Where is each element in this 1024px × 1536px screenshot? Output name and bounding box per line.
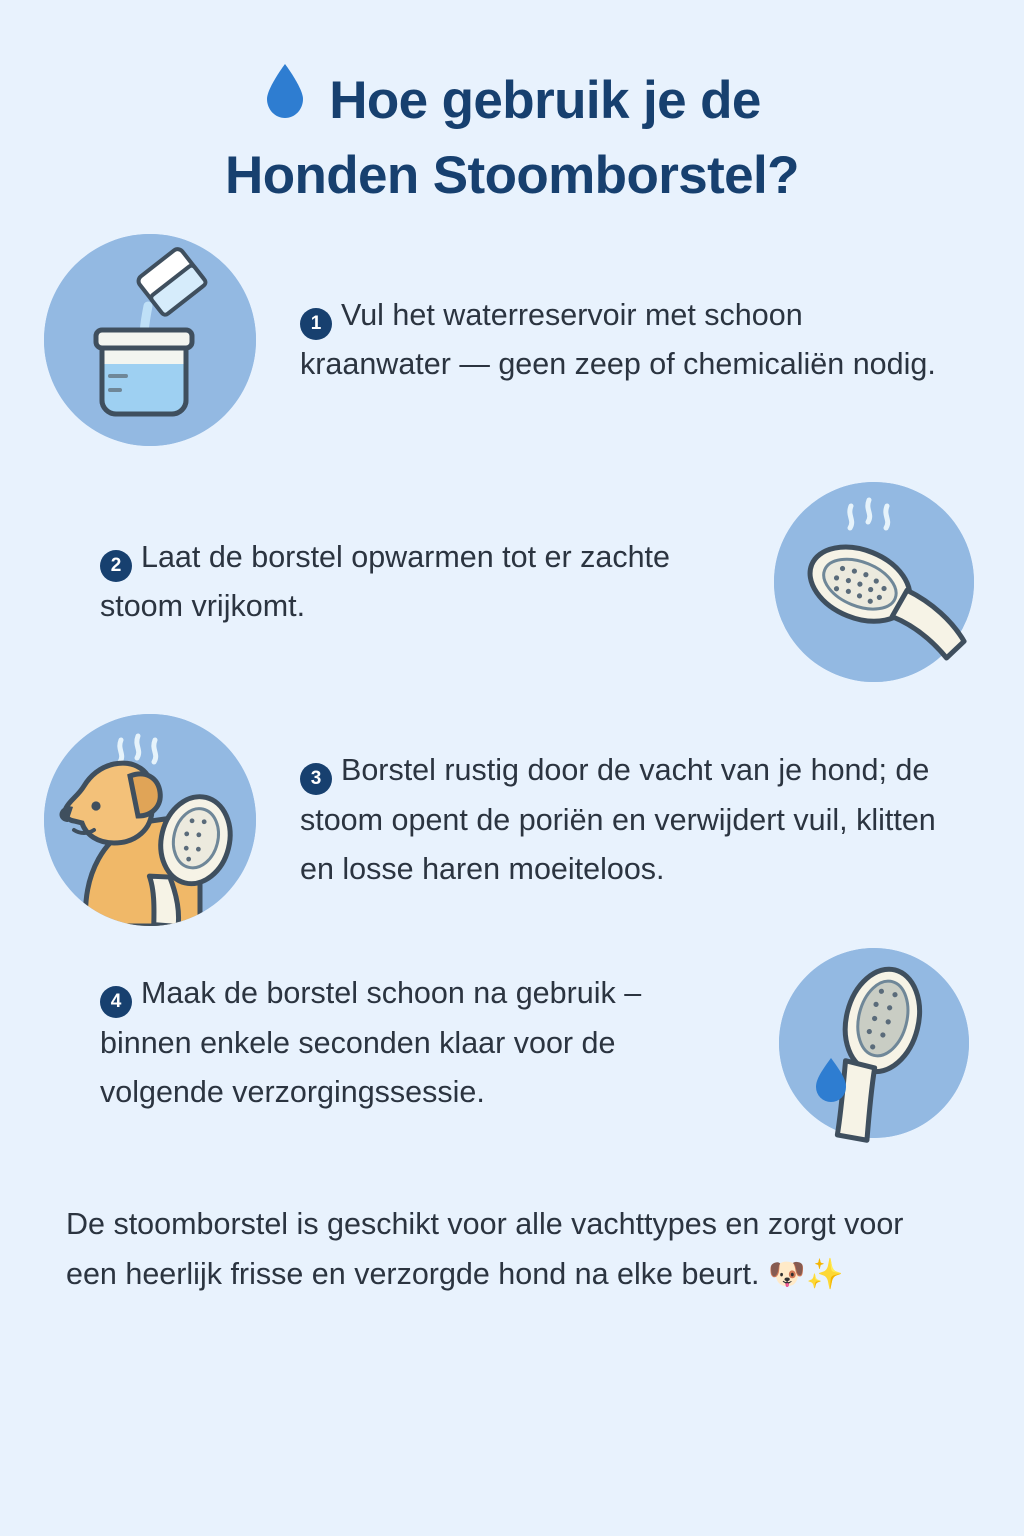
footer-text: De stoomborstel is geschikt voor alle vachttypes en zorgt voor een heerlijk frisse en verzorgde hond na elke beurt. bbox=[66, 1207, 904, 1291]
step-3-number: 3 bbox=[300, 763, 332, 795]
water-jug-filling-icon bbox=[44, 234, 256, 446]
step-1-number: 1 bbox=[300, 308, 332, 340]
water-drop-icon bbox=[263, 62, 307, 139]
step-item-1 bbox=[0, 234, 1024, 446]
step-4-description: Maak de borstel schoon na gebruik – binnen enkele seconden klaar voor de volgende verzorgingssessie. bbox=[100, 976, 642, 1109]
step-1-description: Vul het waterreservoir met schoon kraanwater — geen zeep of chemicaliën nodig. bbox=[300, 297, 936, 382]
step-3-text bbox=[300, 746, 1024, 894]
step-item-3 bbox=[0, 714, 1024, 926]
step-4-text bbox=[0, 969, 724, 1117]
step-item-2 bbox=[0, 482, 1024, 682]
step-2-number: 2 bbox=[100, 550, 132, 582]
step-2-text bbox=[0, 533, 724, 632]
step-2-illustration bbox=[724, 482, 1024, 682]
step-1-illustration bbox=[0, 234, 300, 446]
dog-being-brushed-icon bbox=[44, 714, 256, 926]
step-3-illustration bbox=[0, 714, 300, 926]
step-1-text bbox=[300, 291, 1024, 390]
page-title-line-1 bbox=[60, 62, 964, 139]
steaming-brush-icon bbox=[774, 482, 974, 682]
page-title-line-2: Honden Stoomborstel? bbox=[225, 146, 799, 206]
step-item-4 bbox=[0, 948, 1024, 1138]
step-2-description: Laat de borstel opwarmen tot er zachte stoom vrijkomt. bbox=[100, 539, 670, 624]
footer-note bbox=[0, 1200, 1024, 1299]
page-title-text-1: Hoe gebruik je de bbox=[329, 71, 761, 130]
step-4-illustration bbox=[724, 948, 1024, 1138]
steps-list bbox=[0, 234, 1024, 1138]
brush-with-water-drop-icon bbox=[779, 948, 969, 1138]
step-4-number: 4 bbox=[100, 986, 132, 1018]
step-3-description: Borstel rustig door de vacht van je hond; de stoom opent de poriën en verwijdert vuil, klitten en losse haren moeiteloos. bbox=[300, 753, 936, 886]
page-header bbox=[0, 0, 1024, 212]
dog-sparkles-emoji: 🐶✨ bbox=[767, 1257, 845, 1291]
